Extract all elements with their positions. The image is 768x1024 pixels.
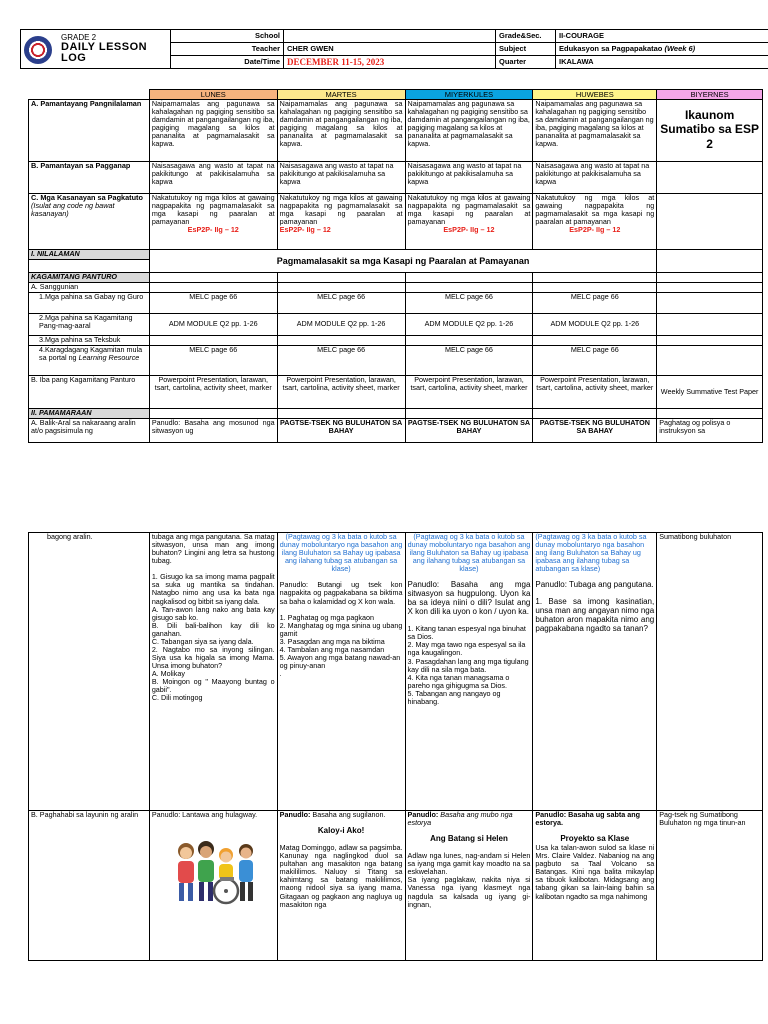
paghahabi-martes-panudlo: Panudlo: bbox=[279, 810, 311, 819]
sang-biyernes bbox=[657, 283, 763, 293]
kag-lunes bbox=[149, 273, 277, 283]
label-iba-pang-kagamitan: B. Iba pang Kagamitang Panturo bbox=[29, 376, 150, 409]
gradesec-value[interactable]: II-COURAGE bbox=[556, 30, 768, 43]
lesson-table-page1 bbox=[28, 89, 763, 443]
paghahabi-martes-instr-text: Basaha ang sugilanon. bbox=[310, 810, 386, 819]
iba-miyerkules: Powerpoint Presentation, larawan, tsart, cartolina, activity sheet, marker bbox=[405, 376, 533, 409]
label-karagdagang-text: 4.Karagdagang Kagamitan mula sa portal ng bbox=[39, 345, 143, 363]
cont-martes-dot: . bbox=[279, 669, 282, 679]
cont-huwebes bbox=[533, 533, 657, 811]
cont-martes bbox=[277, 533, 405, 811]
iba-biyernes: Weekly Summative Test Paper bbox=[657, 376, 763, 409]
label-kasanayan bbox=[29, 194, 150, 250]
pam-lunes bbox=[149, 409, 277, 419]
kag-biyernes bbox=[657, 273, 763, 283]
pam-martes bbox=[277, 409, 405, 419]
a-miyerkules: Naipamamalas ang pagunawa sa kahalagahan ng pagiging sensitibo sa damdamin at pangangailangan ng iba, pagiging magalang sa kilos at pananalita at pagmamalasakit sa kapwa. bbox=[405, 100, 533, 162]
sang-miyerkules bbox=[405, 283, 533, 293]
c-huwebes-code: EsP2P- IIg – 12 bbox=[569, 225, 621, 235]
label-a-letter: A. bbox=[31, 99, 39, 108]
label-pamantayan-pagganap: B. Pamantayan sa Pagganap bbox=[29, 162, 150, 194]
grade-label: GRADE 2 bbox=[61, 33, 97, 42]
dll-title bbox=[61, 42, 147, 64]
c-huwebes bbox=[533, 194, 657, 250]
adm-miyerkules: ADM MODULE Q2 pp. 1-26 bbox=[405, 314, 533, 336]
school-value[interactable] bbox=[284, 30, 496, 43]
day-biyernes: BIYERNES bbox=[657, 90, 763, 100]
karag-miyerkules: MELC page 66 bbox=[405, 346, 533, 376]
story-title-proyekto: Proyekto sa Klase bbox=[560, 834, 630, 844]
cont-huwebes-items: 1. Base sa imong kasinatian, unsa man ang angayan nimo nga buhaton aron mapakita nimo ang pagpakabana ngadto sa tanan? bbox=[535, 597, 655, 634]
header-table bbox=[20, 29, 768, 69]
deped-seal-icon bbox=[24, 36, 52, 64]
cont-lunes bbox=[149, 533, 277, 811]
row-balik-aral-cont bbox=[29, 533, 763, 811]
iba-lunes: Powerpoint Presentation, larawan, tsart, cartolina, activity sheet, marker bbox=[149, 376, 277, 409]
row-gabay-guro bbox=[29, 293, 763, 314]
nilalaman-biyernes bbox=[657, 250, 763, 273]
quarter-value[interactable]: IKALAWA bbox=[556, 56, 768, 69]
story-text-helen: Adlaw nga lunes, nag-andam si Helen sa iyang mga gamit kay moadto na sa eskwelahan. Sa iyang paglakaw, nakita niya si Vanessa nga iyang klasmeyt nga nagdula sa kalsada ug iyang gi-ingnan, bbox=[407, 851, 531, 909]
sang-martes bbox=[277, 283, 405, 293]
a-martes: Naipamamalas ang pagunawa sa kahalagahan ng pagiging sensitibo sa damdamin at pangangailangan ng iba, pagiging magalang sa kilos at pananalita at pagmamalasakit sa kapwa. bbox=[277, 100, 405, 162]
c-miyerkules-code: EsP2P- IIg – 12 bbox=[443, 225, 495, 235]
b-huwebes: Naisasagawa ang wasto at tapat na pakikitungo at pakikisalamuha sa kapwa bbox=[533, 162, 657, 194]
iba-huwebes: Powerpoint Presentation, larawan, tsart, cartolina, activity sheet, marker bbox=[533, 376, 657, 409]
row-kagamitan bbox=[29, 273, 763, 283]
row-pamamaraan bbox=[29, 409, 763, 419]
b-martes: Naisasagawa ang wasto at tapat na pakikitungo at pakikisalamuha sa kapwa bbox=[277, 162, 405, 194]
karag-lunes: MELC page 66 bbox=[149, 346, 277, 376]
paghahabi-biyernes: Pag-tsek ng Sumatibong Buluhaton ng mga tinun-an bbox=[657, 811, 763, 961]
paghahabi-huwebes bbox=[533, 811, 657, 961]
label-nilalaman: I. NILALAMAN bbox=[29, 250, 150, 260]
pam-huwebes bbox=[533, 409, 657, 419]
teacher-value[interactable]: CHER GWEN bbox=[284, 43, 496, 56]
karag-martes: MELC page 66 bbox=[277, 346, 405, 376]
subject-text: Edukasyon sa Pagpapakatao bbox=[559, 44, 663, 53]
b-biyernes bbox=[657, 162, 763, 194]
gabay-huwebes: MELC page 66 bbox=[533, 293, 657, 314]
teks-biyernes bbox=[657, 336, 763, 346]
school-label: School bbox=[171, 30, 284, 43]
row-pamantayan-pagganap bbox=[29, 162, 763, 194]
teks-miyerkules bbox=[405, 336, 533, 346]
row-kasanayan bbox=[29, 194, 763, 250]
label-gabay-guro: 1.Mga pahina sa Gabay ng Guro bbox=[29, 293, 150, 314]
gabay-miyerkules: MELC page 66 bbox=[405, 293, 533, 314]
c-huwebes-text: Nakatutukoy ng mga kilos at gawaing nagpapakita ng pagmamalasakit sa mga kasapi ng paaralan at pamayanan bbox=[535, 193, 655, 227]
adm-biyernes bbox=[657, 314, 763, 336]
subject-label: Subject bbox=[496, 43, 556, 56]
c-martes bbox=[277, 194, 405, 250]
paghahabi-miyerkules-instr bbox=[408, 811, 531, 827]
paghahabi-martes-instr bbox=[280, 811, 403, 819]
gabay-martes: MELC page 66 bbox=[277, 293, 405, 314]
paghahabi-miyerkules-panudlo: Panudlo: bbox=[407, 810, 439, 819]
paghahabi-huwebes-instr: Panudlo: Basaha ug sabta ang estorya. bbox=[535, 810, 641, 828]
story-text-kaloy-i-ako: Matag Dominggo, adlaw sa pagsimba. Kanunay nga naglingkod duol sa pultahan ang masakiton nga batang makililimos. Naluoy si Titang sa kahimtang sa batang makililimos, maong nidool siya sa iyang mama. Gitagaan og pagkaon ang nagluya ug masakiton nga bbox=[279, 843, 403, 909]
c-lunes-code: EsP2P- IIg – 12 bbox=[187, 225, 239, 235]
adm-lunes: ADM MODULE Q2 pp. 1-26 bbox=[149, 314, 277, 336]
cont-miyerkules-note: (Pagtawag og 3 ka bata o kutob sa dunay moboluntaryo nga basahon ang ilang Buluhaton sa Bahay ug ipabasa ang ilahang tubag sa atubangan sa klase) bbox=[407, 532, 531, 574]
children-illustration-icon bbox=[166, 829, 261, 909]
label-bagong-aralin: bagong aralin. bbox=[29, 533, 150, 811]
balik-miyerkules: PAGTSE-TSEK NG BULUHATON SA BAHAY bbox=[405, 419, 533, 443]
row-teksbuk bbox=[29, 336, 763, 346]
row-iba-pang-kagamitan bbox=[29, 376, 763, 409]
paghahabi-martes bbox=[277, 811, 405, 961]
c-miyerkules bbox=[405, 194, 533, 250]
pam-biyernes bbox=[657, 409, 763, 419]
logo-block bbox=[21, 30, 171, 69]
cont-miyerkules-instr: Panudlo: Basaha ang mga sitwasyon sa hugpulong. Uyon ka ba sa ideya niini o dili? Isulat ang X kon dili ka uyon o kon / uyon ka. bbox=[407, 580, 531, 617]
row-paghahabi bbox=[29, 811, 763, 961]
blank-corner bbox=[29, 90, 150, 100]
adm-martes: ADM MODULE Q2 pp. 1-26 bbox=[277, 314, 405, 336]
subject-value[interactable] bbox=[556, 43, 768, 56]
label-learning-resource: Learning Resource bbox=[78, 353, 140, 363]
balik-lunes: Panudlo: Basaha ang mosunod nga sitwasyon ug bbox=[149, 419, 277, 443]
c-lunes-text: Nakatutukoy ng mga kilos at gawaing nagpapakita ng pagmamalasakit sa mga kasapi ng paaralan at pamayanan bbox=[151, 193, 275, 227]
row-kagamitang-mag-aaral bbox=[29, 314, 763, 336]
nilalaman-content: Pagmamalasakit sa mga Kasapi ng Paaralan at Pamayanan bbox=[149, 250, 656, 273]
label-c-note: (Isulat ang code ng bawat kasanayan) bbox=[31, 201, 115, 219]
cont-martes-instr: Panudlo: Butangi ug tsek kon nagpakita og pagpakabana sa biktima sa baha o kalamidad og X kon wala. bbox=[279, 580, 403, 606]
nilalaman-spacer bbox=[29, 260, 150, 273]
cont-martes-note: (Pagtawag og 3 ka bata o kutob sa dunay moboluntaryo nga basahon ang ilang Buluhaton sa Bahay ug ipabasa ang ilahang tubag sa atubangan sa klase) bbox=[279, 532, 403, 574]
day-miyerkules: MIYERKULES bbox=[405, 90, 533, 100]
teks-lunes bbox=[149, 336, 277, 346]
paghahabi-miyerkules-instr-text: Basaha ang mubo nga estorya bbox=[407, 810, 513, 828]
row-sanggunian bbox=[29, 283, 763, 293]
dll-title-line1: DAILY LESSON bbox=[61, 41, 148, 53]
balik-martes: PAGTSE-TSEK NG BULUHATON SA BAHAY bbox=[277, 419, 405, 443]
day-martes: MARTES bbox=[277, 90, 405, 100]
cont-lunes-items: 1. Gisugo ka sa imong mama pagpalit sa suka ug mantika sa tindahan. Natagbo nimo ang usa ka bata nga nagkalisod og bitbit sa iyang dala. A. Tan-awon lang nako ang bata kay gisugo sab ko. B. Dili bali-balihon kay dili ko ganahan. C. Tabangan siya sa iyang dala. 2. Nagtabo mo sa inyong silingan. Siya usa ka higala sa imong Mama. Unsa imong buhaton? A. Molikay B. Moingon og " Maayong buntag o gabii". C. Dili motingog bbox=[151, 572, 275, 703]
cont-huwebes-note: (Pagtawag og 3 ka bata o kutob sa dunay moboluntaryo nga basahon ang ilang Buluhaton sa Bahay ug ipabasa ang ilahang tubag sa atubangan sa klase) bbox=[535, 532, 647, 574]
cont-miyerkules bbox=[405, 533, 533, 811]
label-teksbuk: 3.Mga pahina sa Teksbuk bbox=[29, 336, 150, 346]
adm-huwebes: ADM MODULE Q2 pp. 1-26 bbox=[533, 314, 657, 336]
gabay-biyernes bbox=[657, 293, 763, 314]
dll-title-line2: LOG bbox=[61, 52, 87, 64]
label-c-text: C. Mga Kasanayan sa Pagkatuto bbox=[31, 193, 143, 202]
label-kagamitang-mag-aaral: 2.Mga pahina sa Kagamitang Pang-mag-aaral bbox=[29, 314, 150, 336]
kag-martes bbox=[277, 273, 405, 283]
label-pamamaraan: II. PAMAMARAAN bbox=[29, 409, 150, 419]
lesson-table-page2 bbox=[28, 532, 763, 961]
cont-martes-items: 1. Paghatag og mga pagkaon 2. Manghatag og mga sinina ug ubang gamit 3. Pasagdan ang mga na biktima 4. Tambalan ang mga nasamdan 5. Awayon ang mga batang nawad-an og pinuy-anan bbox=[279, 612, 403, 670]
datetime-label: Date/Time bbox=[171, 56, 284, 69]
kag-huwebes bbox=[533, 273, 657, 283]
label-balik-aral: A. Balik-Aral sa nakaraang aralin at/o pagsisimula ng bbox=[29, 419, 150, 443]
b-miyerkules: Naisasagawa ang wasto at tapat na pakikitungo at pakikisalamuha sa kapwa bbox=[405, 162, 533, 194]
paghahabi-lunes-instr: Panudlo: Lantawa ang hulagway. bbox=[151, 810, 258, 819]
biyernes-title: Ikaunom Sumatibo sa ESP 2 bbox=[657, 100, 763, 162]
label-pamantayang-pangnilalaman bbox=[29, 100, 150, 162]
sang-huwebes bbox=[533, 283, 657, 293]
story-title-kaloy-i-ako: Kaloy-i Ako! bbox=[317, 826, 365, 836]
a-lunes: Naipamamalas ang pagunawa sa kahalagahan ng pagiging sensitibo sa damdamin at pangangailangan ng iba, pagiging magalang sa kilos at pananalita at pagmamalasakit sa kapwa. bbox=[149, 100, 277, 162]
story-title-helen: Ang Batang si Helen bbox=[430, 834, 508, 844]
subject-week: (Week 6) bbox=[664, 44, 696, 53]
story-text-proyekto: Usa ka talan-awon sulod sa klase ni Mrs. Claire Valdez. Nabaniog na ang pagbuto sa Taal Volcano sa Batangas. Kini nga balita mikaylap sa tibuok kalibotan. Midagsang ang tabang gikan sa lain-laing bahin sa kalibotan ngadto sa mga nahimong bbox=[535, 843, 655, 901]
a-huwebes: Naipamamalas ang pagunawa sa kahalagahan ng pagiging sensitibo sa damdamin at pangangailangan ng iba, pagiging magalang sa kilos at pananalita at pagmamalasakit sa kapwa. bbox=[533, 100, 657, 162]
row-nilalaman-label bbox=[29, 250, 763, 260]
karag-biyernes bbox=[657, 346, 763, 376]
label-a-text: Pamantayang Pangnilalaman bbox=[40, 99, 142, 108]
cont-huwebes-instr: Panudlo: Tubaga ang pangutana. bbox=[535, 580, 654, 590]
quarter-label: Quarter bbox=[496, 56, 556, 69]
pam-miyerkules bbox=[405, 409, 533, 419]
cont-biyernes: Sumatibong buluhaton bbox=[657, 533, 763, 811]
row-karagdagang-kagamitan bbox=[29, 346, 763, 376]
kag-miyerkules bbox=[405, 273, 533, 283]
cont-lunes-intro: tubaga ang mga pangutana. Sa matag sitwasyon, unsa man ang imong buhaton? Lingini ang letra sa hustong tubag. bbox=[151, 532, 275, 566]
c-lunes bbox=[149, 194, 277, 250]
label-sanggunian: A. Sanggunian bbox=[29, 283, 150, 293]
balik-biyernes: Paghatag og polisya o instruksyon sa bbox=[657, 419, 763, 443]
balik-huwebes: PAGTSE-TSEK NG BULUHATON SA BAHAY bbox=[533, 419, 657, 443]
datetime-value[interactable]: DECEMBER 11-15, 2023 bbox=[284, 56, 496, 69]
paghahabi-lunes bbox=[149, 811, 277, 961]
c-martes-text: Nakatutukoy ng mga kilos at gawaing nagpapakita ng pagmamalasakit sa mga kasapi ng paaralan at pamayanan bbox=[279, 193, 403, 227]
karag-huwebes: MELC page 66 bbox=[533, 346, 657, 376]
teks-huwebes bbox=[533, 336, 657, 346]
c-miyerkules-text: Nakatutukoy ng mga kilos at gawaing nagpapakita ng pagmamalasakit sa mga kasapi ng paaralan at pamayanan bbox=[407, 193, 531, 227]
paghahabi-miyerkules bbox=[405, 811, 533, 961]
cont-miyerkules-items: 1. Kitang tanan espesyal nga binuhat sa Dios. 2. May mga tawo nga espesyal sa ila nga kaugalingon. 3. Pasagdahan lang ang mga tigulang kay dili na sila mga bata. 4. Kita nga tanan managsama o pareho nga gihigugma sa Dios. 5. Tabangan ang nangayo og hinabang. bbox=[407, 624, 529, 706]
day-lunes: LUNES bbox=[149, 90, 277, 100]
gradesec-label: Grade&Sec. bbox=[496, 30, 556, 43]
teacher-label: Teacher bbox=[171, 43, 284, 56]
b-lunes: Naisasagawa ang wasto at tapat na pakikitungo at pakikisalamuha sa kapwa bbox=[149, 162, 277, 194]
label-karagdagang-kagamitan bbox=[29, 346, 150, 376]
c-biyernes bbox=[657, 194, 763, 250]
c-martes-code: EsP2P- IIg – 12 bbox=[279, 225, 331, 235]
teks-martes bbox=[277, 336, 405, 346]
label-paghahabi: B. Paghahabi sa layunin ng aralin bbox=[29, 811, 150, 961]
day-header-row bbox=[29, 90, 763, 100]
day-huwebes: HUWEBES bbox=[533, 90, 657, 100]
gabay-lunes: MELC page 66 bbox=[149, 293, 277, 314]
iba-martes: Powerpoint Presentation, larawan, tsart, cartolina, activity sheet, marker bbox=[277, 376, 405, 409]
label-kagamitan: KAGAMITANG PANTURO bbox=[29, 273, 150, 283]
sang-lunes bbox=[149, 283, 277, 293]
row-pamantayang-pangnilalaman bbox=[29, 100, 763, 162]
row-balik-aral bbox=[29, 419, 763, 443]
